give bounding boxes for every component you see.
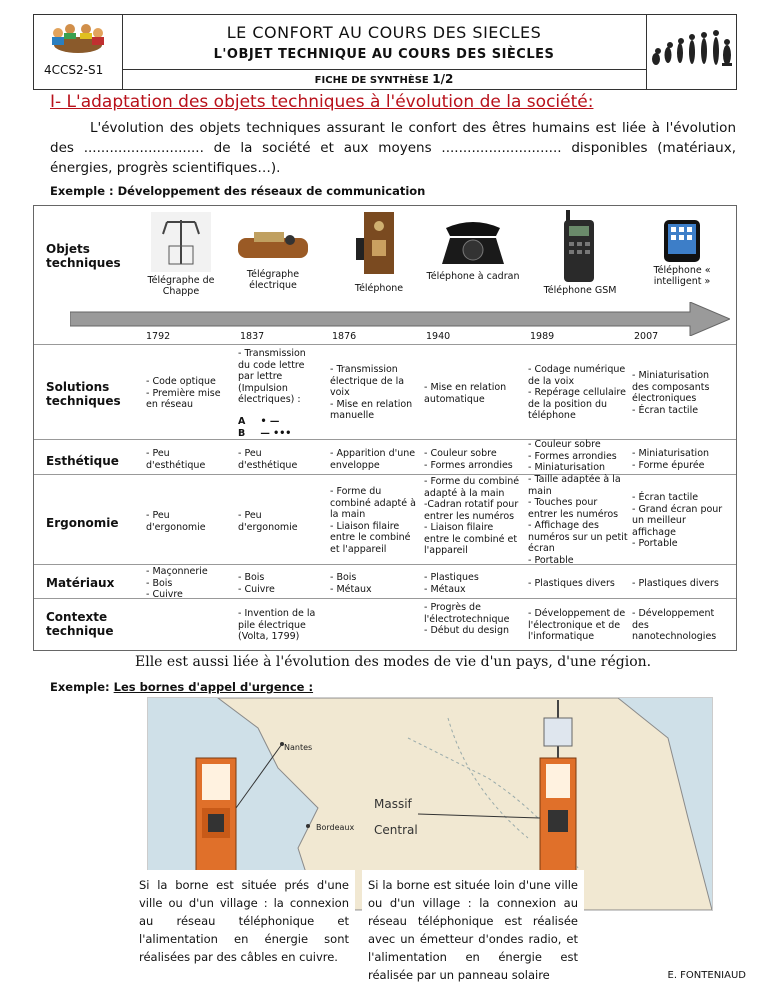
year-2: 1837: [240, 331, 265, 342]
meeting-table-icon: [46, 23, 110, 59]
caption-left-box: [133, 870, 355, 976]
gsm-image: [530, 210, 630, 296]
solution-3: - Transmission électrique de la voix - Mise en relation manuelle: [330, 364, 413, 421]
caption-right-box: [362, 870, 584, 982]
chappe-image: [146, 212, 216, 297]
map-label-bordeaux: Bordeaux: [316, 823, 355, 832]
rotary-phone-icon: [438, 216, 508, 268]
year-3: 1876: [332, 331, 357, 342]
materiaux-2: - Bois - Cuivre: [238, 572, 275, 595]
example2-label: [50, 680, 313, 694]
caption-left: Si la borne est située prés d'une ville ou d'un village : la connexion au réseau téléphonique et l'alimentation en énergie sont réalisées par des câbles en cuivre.: [139, 878, 349, 964]
example1-label: Exemple : Développement des réseaux de communication: [50, 184, 426, 198]
object-label-5: Téléphone GSM: [543, 285, 617, 296]
materiaux-5: - Plastiques divers: [528, 578, 615, 589]
contexte-6: - Développement des nanotechnologies: [632, 608, 717, 642]
object-label-1: Télégraphe de Chappe: [147, 275, 215, 297]
morse-code: A • — B — •••: [238, 416, 292, 439]
materiaux-1: - Maçonnerie - Bois - Cuivre: [146, 566, 208, 600]
ergonomie-1: - Peu d'ergonomie: [146, 510, 206, 533]
electric-telegraph-icon: [234, 226, 312, 266]
sheet-label: FICHE DE SYNTHÈSE 1/2: [314, 72, 454, 86]
logo-cell: [34, 15, 123, 89]
solution-1: - Code optique - Première mise en réseau: [146, 376, 221, 410]
smartphone-icon: [660, 220, 704, 262]
telephone-image: [334, 210, 424, 294]
year-5: 1989: [530, 331, 555, 342]
solution-5: - Codage numérique de la voix - Repérage cellulaire de la position du téléphone: [528, 364, 626, 421]
esthetique-6: - Miniaturisation - Forme épurée: [632, 448, 710, 471]
ergonomie-3: - Forme du combiné adapté à la main - Liaison filaire entre le combiné et l'appareil: [330, 486, 416, 555]
solution-2: - Transmission du code lettre par lettre (Impulsion électriques) :: [238, 348, 306, 405]
example2-prefix: Exemple:: [50, 680, 110, 694]
title-cell: [122, 15, 647, 89]
ergonomie-4: - Forme du combiné adapté à la main -Cadran rotatif pour entrer les numéros - Liaison filaire entre le combiné et l'appareil: [424, 476, 520, 556]
map-label-central: Central: [374, 823, 418, 837]
gsm-phone-icon: [560, 210, 600, 282]
electric-telegraph-image: [232, 226, 314, 291]
materiaux-3: - Bois - Métaux: [330, 572, 372, 595]
human-evolution-icon: [646, 15, 734, 85]
ergonomie-5: - Taille adaptée à la main - Touches pour entrer les numéros - Affichage des numéros sur un petit écran - Portable: [528, 474, 628, 566]
year-1: 1792: [146, 331, 171, 342]
header-box: [33, 14, 737, 90]
esthetique-3: - Apparition d'une enveloppe: [330, 448, 416, 471]
evolution-cell: [646, 15, 736, 89]
caption-right: Si la borne est située loin d'une ville ou d'un village : la connexion au réseau téléphonique est réalisée avec un émetteur d'ondes radio, et l'alimentation en énergie est réalisée par un panneau solaire: [368, 878, 578, 982]
example2-title: Les bornes d'appel d'urgence :: [113, 680, 314, 694]
contexte-4: - Progrès de l'électrotechnique - Début du design: [424, 602, 510, 636]
contexte-5: - Développement de l'électronique et de l'informatique: [528, 608, 626, 642]
section-title: I- L'adaptation des objets techniques à l'évolution de la société:: [50, 92, 594, 112]
ergonomie-2: - Peu d'ergonomie: [238, 510, 298, 533]
year-4: 1940: [426, 331, 451, 342]
object-label-2: Télégraphe électrique: [246, 269, 300, 291]
map-label-nantes: Nantes: [284, 743, 313, 752]
solution-4: - Mise en relation automatique: [424, 382, 507, 405]
evolution-table: [33, 205, 737, 651]
row-label-contexte: Contexte technique: [46, 610, 114, 638]
year-6: 2007: [634, 331, 659, 342]
sub-title: L'OBJET TECHNIQUE AU COURS DES SIÈCLES: [213, 47, 555, 62]
contexte-2: - Invention de la pile électrique (Volta, 1799): [238, 608, 316, 642]
esthetique-1: - Peu d'esthétique: [146, 448, 206, 471]
materiaux-6: - Plastiques divers: [632, 578, 719, 589]
smartphone-image: [634, 220, 730, 287]
class-code: 4CCS2-S1: [44, 63, 104, 77]
row-label-solutions: Solutions techniques: [46, 380, 121, 408]
author: E. FONTENIAUD: [667, 970, 746, 981]
part2-text: Elle est aussi liée à l'évolution des modes de vie d'un pays, d'une région.: [135, 654, 652, 670]
rotary-phone-image: [418, 216, 528, 282]
map-label-massif: Massif: [374, 797, 412, 811]
intro-paragraph: L'évolution des objets techniques assurant le confort des êtres humains est liée à l'évolution des ............................ de la société et aux moyens ............................ disponibles (matériaux, énergies, progrès scientifiques…).: [50, 120, 736, 176]
ergonomie-6: - Écran tactile - Grand écran pour un meilleur affichage - Portable: [632, 492, 723, 549]
object-label-3: Téléphone: [354, 283, 404, 294]
row-label-esthetique: Esthétique: [46, 454, 119, 468]
chappe-telegraph-icon: [151, 212, 211, 272]
object-label-4: Téléphone à cadran: [426, 271, 520, 282]
wall-telephone-icon: [354, 210, 404, 280]
esthetique-4: - Couleur sobre - Formes arrondies: [424, 448, 513, 471]
esthetique-5: - Couleur sobre - Formes arrondies - Miniaturisation: [528, 439, 617, 473]
row-label-materiaux: Matériaux: [46, 576, 115, 590]
solution-6: - Miniaturisation des composants électroniques - Écran tactile: [632, 370, 710, 416]
materiaux-4: - Plastiques - Métaux: [424, 572, 479, 595]
row-label-ergonomie: Ergonomie: [46, 516, 119, 530]
sheet-number: 1/2: [432, 72, 454, 86]
esthetique-2: - Peu d'esthétique: [238, 448, 298, 471]
main-title: LE CONFORT AU COURS DES SIECLES: [226, 23, 542, 42]
row-label-objets: Objets techniques: [46, 242, 121, 270]
object-label-6: Téléphone « intelligent »: [653, 265, 711, 287]
